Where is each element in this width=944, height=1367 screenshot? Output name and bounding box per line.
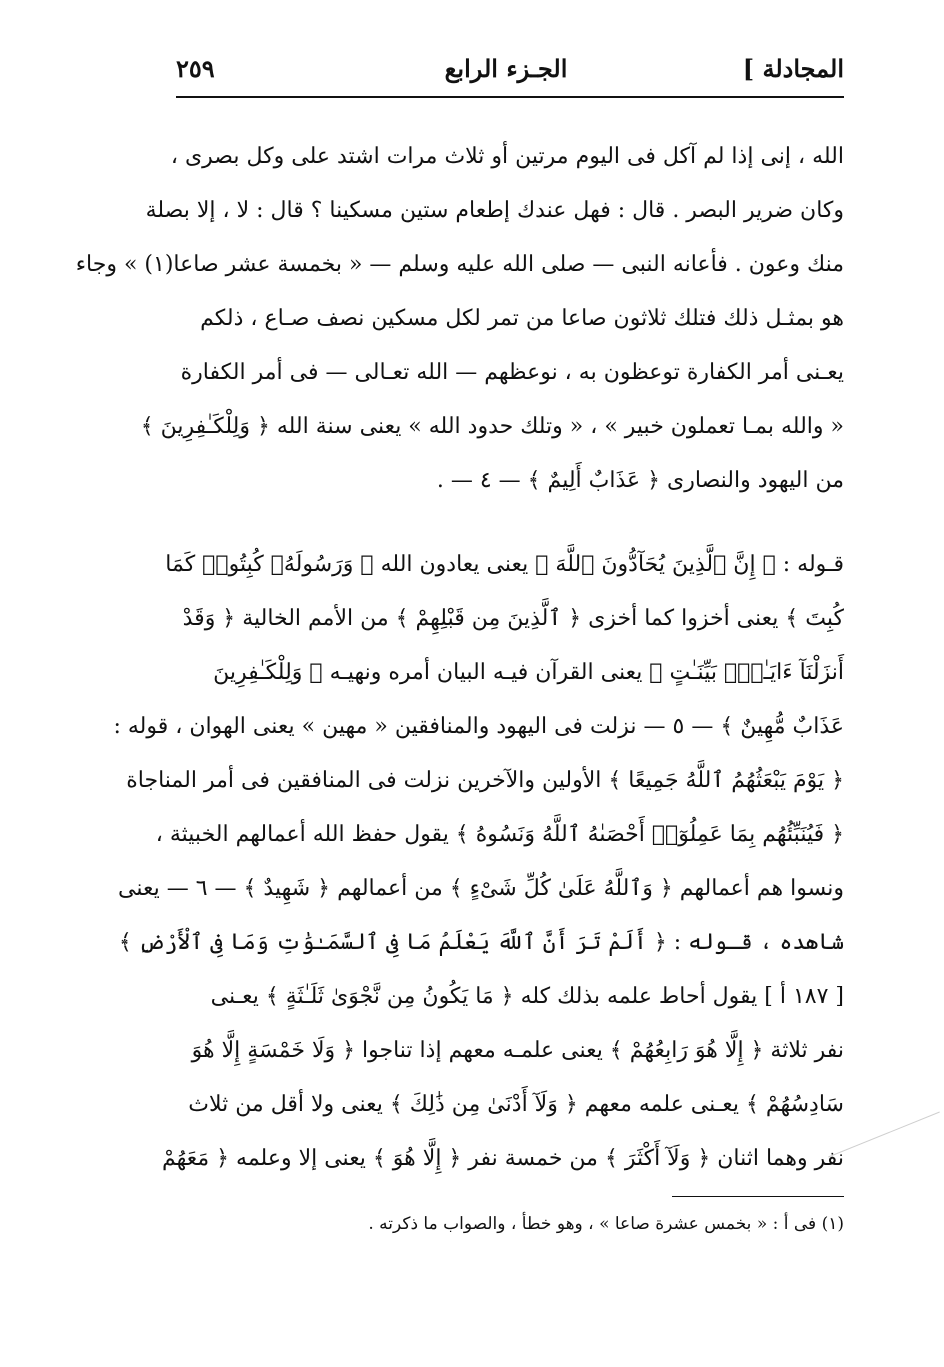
text-line: عَذَابٌ مُّهِينٌ ﴾ — ٥ — نزلت فى اليهود والمنافقين « مهين » يعنى الهوان ، قوله : [113, 714, 844, 739]
part-title: الجـزء الرابع [444, 54, 568, 83]
footnote-divider [672, 1196, 844, 1197]
text-line: أَنزَلْنَآ ءَايَـٰتٍۭ بَيِّنَـٰتٍ ﴾ يعنى القرآن فيـه البيان أمره ونهيـه ﴿ وَلِلْكَـٰفِرِينَ [213, 660, 844, 685]
text-line: الله ، إنى إذا لم آكل فى اليوم مرتين أو ثلاث مرات اشتد على وكل بصرى ، [170, 144, 844, 169]
text-line: ﴿ يَوْمَ يَبْعَثُهُمُ ٱللَّهُ جَمِيعًا ﴾ الأولين والآخرين نزلت فى المنافقين فى أمر المناجاة [126, 768, 844, 793]
text-line: نفر وهما اثنان ﴿ وَلَآ أَكْثَرَ ﴾ من خمسة نفر ﴿ إِلَّا هُوَ ﴾ يعنى إلا وعلمه ﴿ مَعَهُمْ [161, 1146, 844, 1171]
text-line: شاهده ، قـوله : ﴿ أَلَمْ تَرَ أَنَّ ٱللَّهَ يَعْلَمُ مَا فِى ٱلسَّمَـٰوَٰتِ وَمَا فِى ٱلْأَرْضِ ﴾ [118, 930, 844, 955]
text-line: ونسوا هم أعمالهم ﴿ وَٱللَّهُ عَلَىٰ كُلِّ شَىْءٍ ﴾ من أعمالهم ﴿ شَهِيدٌ ﴾ — ٦ — يعنى [118, 876, 844, 901]
text-line: كُبِتَ ﴾ يعنى أخزوا كما أخزى ﴿ ٱلَّذِينَ مِن قَبْلِهِمْ ﴾ من الأمم الخالية ﴿ وَقَدْ [182, 606, 844, 631]
page-number: ٢٥٩ [176, 54, 215, 83]
text-line: [ ١٨٧ أ ] يقول أحاط علمه بذلك كله ﴿ مَا يَكُونُ مِن نَّجْوَىٰ ثَلَـٰثَةٍ ﴾ يعـنى [210, 984, 844, 1009]
page-header [176, 50, 844, 96]
text-line: وكان ضرير البصر . قال : فهل عندك إطعام ستين مسكينا ؟ قال : لا ، إلا بصلة [145, 198, 844, 223]
text-line: من اليهود والنصارى ﴿ عَذَابٌ أَلِيمٌ ﴾ — ٤ — . [436, 468, 844, 493]
footnote: (١) فى أ : « بخمس عشرة صاعا » ، وهو خطأ ، والصواب ما ذكرته . [368, 1214, 844, 1234]
surah-title: المجادلة ] [742, 54, 844, 83]
text-line: منك وعون . فأعانه النبى — صلى الله عليه وسلم — « بخمسة عشر صاعا(١) » وجاء [75, 252, 844, 277]
header-divider [176, 96, 844, 98]
text-line: هو بمثـل ذلك فتلك ثلاثون صاعا من تمر لكل مسكين نصف صـاع ، ذلكم [200, 306, 844, 331]
paragraph-gap [176, 508, 844, 538]
text-line: يعـنى أمر الكفارة توعظون به ، نوعظهم — الله تعـالى — فى أمر الكفارة [180, 360, 844, 385]
text-line: سَادِسُهُمْ ﴾ يعـنى علمه معهم ﴿ وَلَآ أَدْنَىٰ مِن ذَٰلِكَ ﴾ يعنى ولا أقل من ثلاث [188, 1092, 844, 1117]
text-line: ﴿ فَيُنَبِّئُهُم بِمَا عَمِلُوٓا۟ أَحْصَىٰهُ ٱللَّهُ وَنَسُوهُ ﴾ يقول حفظ الله أعمالهم الخبيثة ، [155, 822, 844, 847]
text-line: قـوله : ﴿ إِنَّ ٱلَّذِينَ يُحَآدُّونَ ٱللَّهَ ﴾ يعنى يعادون الله ﴿ وَرَسُولَهُۥ كُبِتُوا۟ كَمَا [165, 552, 844, 577]
text-line: « والله بمـا تعملون خبير » ، « وتلك حدود الله » يعنى سنة الله ﴿ وَلِلْكَـٰفِرِينَ ﴾ [140, 414, 844, 439]
scan-artifact-line [828, 1112, 940, 1158]
tafsir-text [75, 130, 844, 1186]
text-line: نفر ثلاثة ﴿ إِلَّا هُوَ رَابِعُهُمْ ﴾ يعنى علمـه معهم إذا تناجوا ﴿ وَلَا خَمْسَةٍ إِلَّا هُوَ [191, 1038, 844, 1063]
